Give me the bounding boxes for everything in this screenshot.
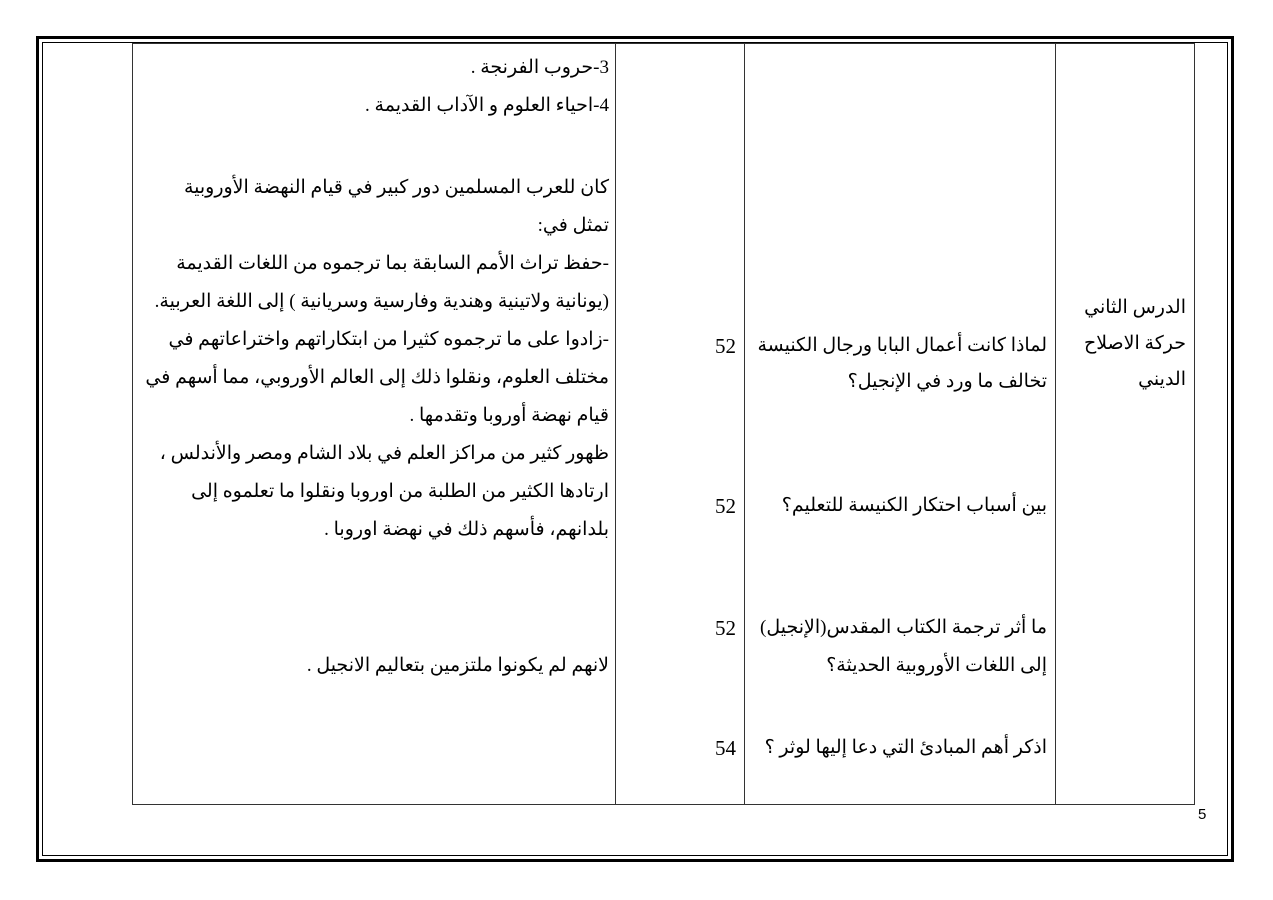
page-number: 5: [1198, 806, 1207, 823]
question-2-line-1: بين أسباب احتكار الكنيسة للتعليم؟: [781, 495, 1047, 516]
answer-line: مختلف العلوم، ونقلوا ذلك إلى العالم الأوروبي، مما أسهم في: [145, 367, 609, 388]
lesson-cell: [1056, 44, 1195, 805]
question-4-line-1: اذكر أهم المبادئ التي دعا إليها لوثر ؟: [764, 737, 1047, 758]
answer-line: -حفظ تراث الأمم السابقة بما ترجموه من اللغات القديمة: [176, 253, 609, 274]
answer-line: (يونانية ولاتينية وهندية وفارسية وسريانية ) إلى اللغة العربية.: [154, 291, 609, 312]
answer-line: 4-احياء العلوم و الآداب القديمة .: [365, 95, 609, 116]
answer-line: ظهور كثير من مراكز العلم في بلاد الشام ومصر والأندلس ،: [159, 443, 609, 464]
question-1-line-1: لماذا كانت أعمال البابا ورجال الكنيسة: [757, 335, 1047, 356]
answer-line: 3-حروب الفرنجة .: [470, 57, 609, 78]
page-ref-3: 52: [715, 616, 736, 640]
page-ref-cell: [616, 44, 745, 805]
answer-line: قيام نهضة أوروبا وتقدمها .: [409, 405, 609, 426]
lesson-subtitle-line2: الديني: [1138, 369, 1186, 390]
page-ref-4: 54: [715, 736, 736, 760]
question-3-line-2: إلى اللغات الأوروبية الحديثة؟: [826, 655, 1047, 676]
question-1-line-2: تخالف ما ورد في الإنجيل؟: [847, 371, 1047, 392]
page-ref-2: 52: [715, 494, 736, 518]
question-3-line-1: ما أثر ترجمة الكتاب المقدس(الإنجيل): [760, 617, 1047, 638]
answer-line: -زادوا على ما ترجموه كثيرا من ابتكاراتهم واختراعاتهم في: [168, 329, 609, 350]
lesson-table: [132, 43, 1195, 805]
answer-line: لانهم لم يكونوا ملتزمين بتعاليم الانجيل .: [306, 655, 609, 676]
answer-line: تمثل في:: [537, 215, 609, 236]
table-row: [133, 44, 1195, 805]
page-ref-1: 52: [715, 334, 736, 358]
answer-line: بلدانهم، فأسهم ذلك في نهضة اوروبا .: [324, 519, 609, 540]
answer-line: كان للعرب المسلمين دور كبير في قيام النهضة الأوروبية: [183, 177, 609, 198]
answer-line: ارتادها الكثير من الطلبة من اوروبا ونقلوا ما تعلموه إلى: [191, 481, 609, 502]
lesson-title: الدرس الثاني: [1084, 297, 1186, 318]
answers-cell: [133, 44, 616, 805]
lesson-subtitle-line1: حركة الاصلاح: [1083, 333, 1186, 354]
questions-cell: [745, 44, 1056, 805]
